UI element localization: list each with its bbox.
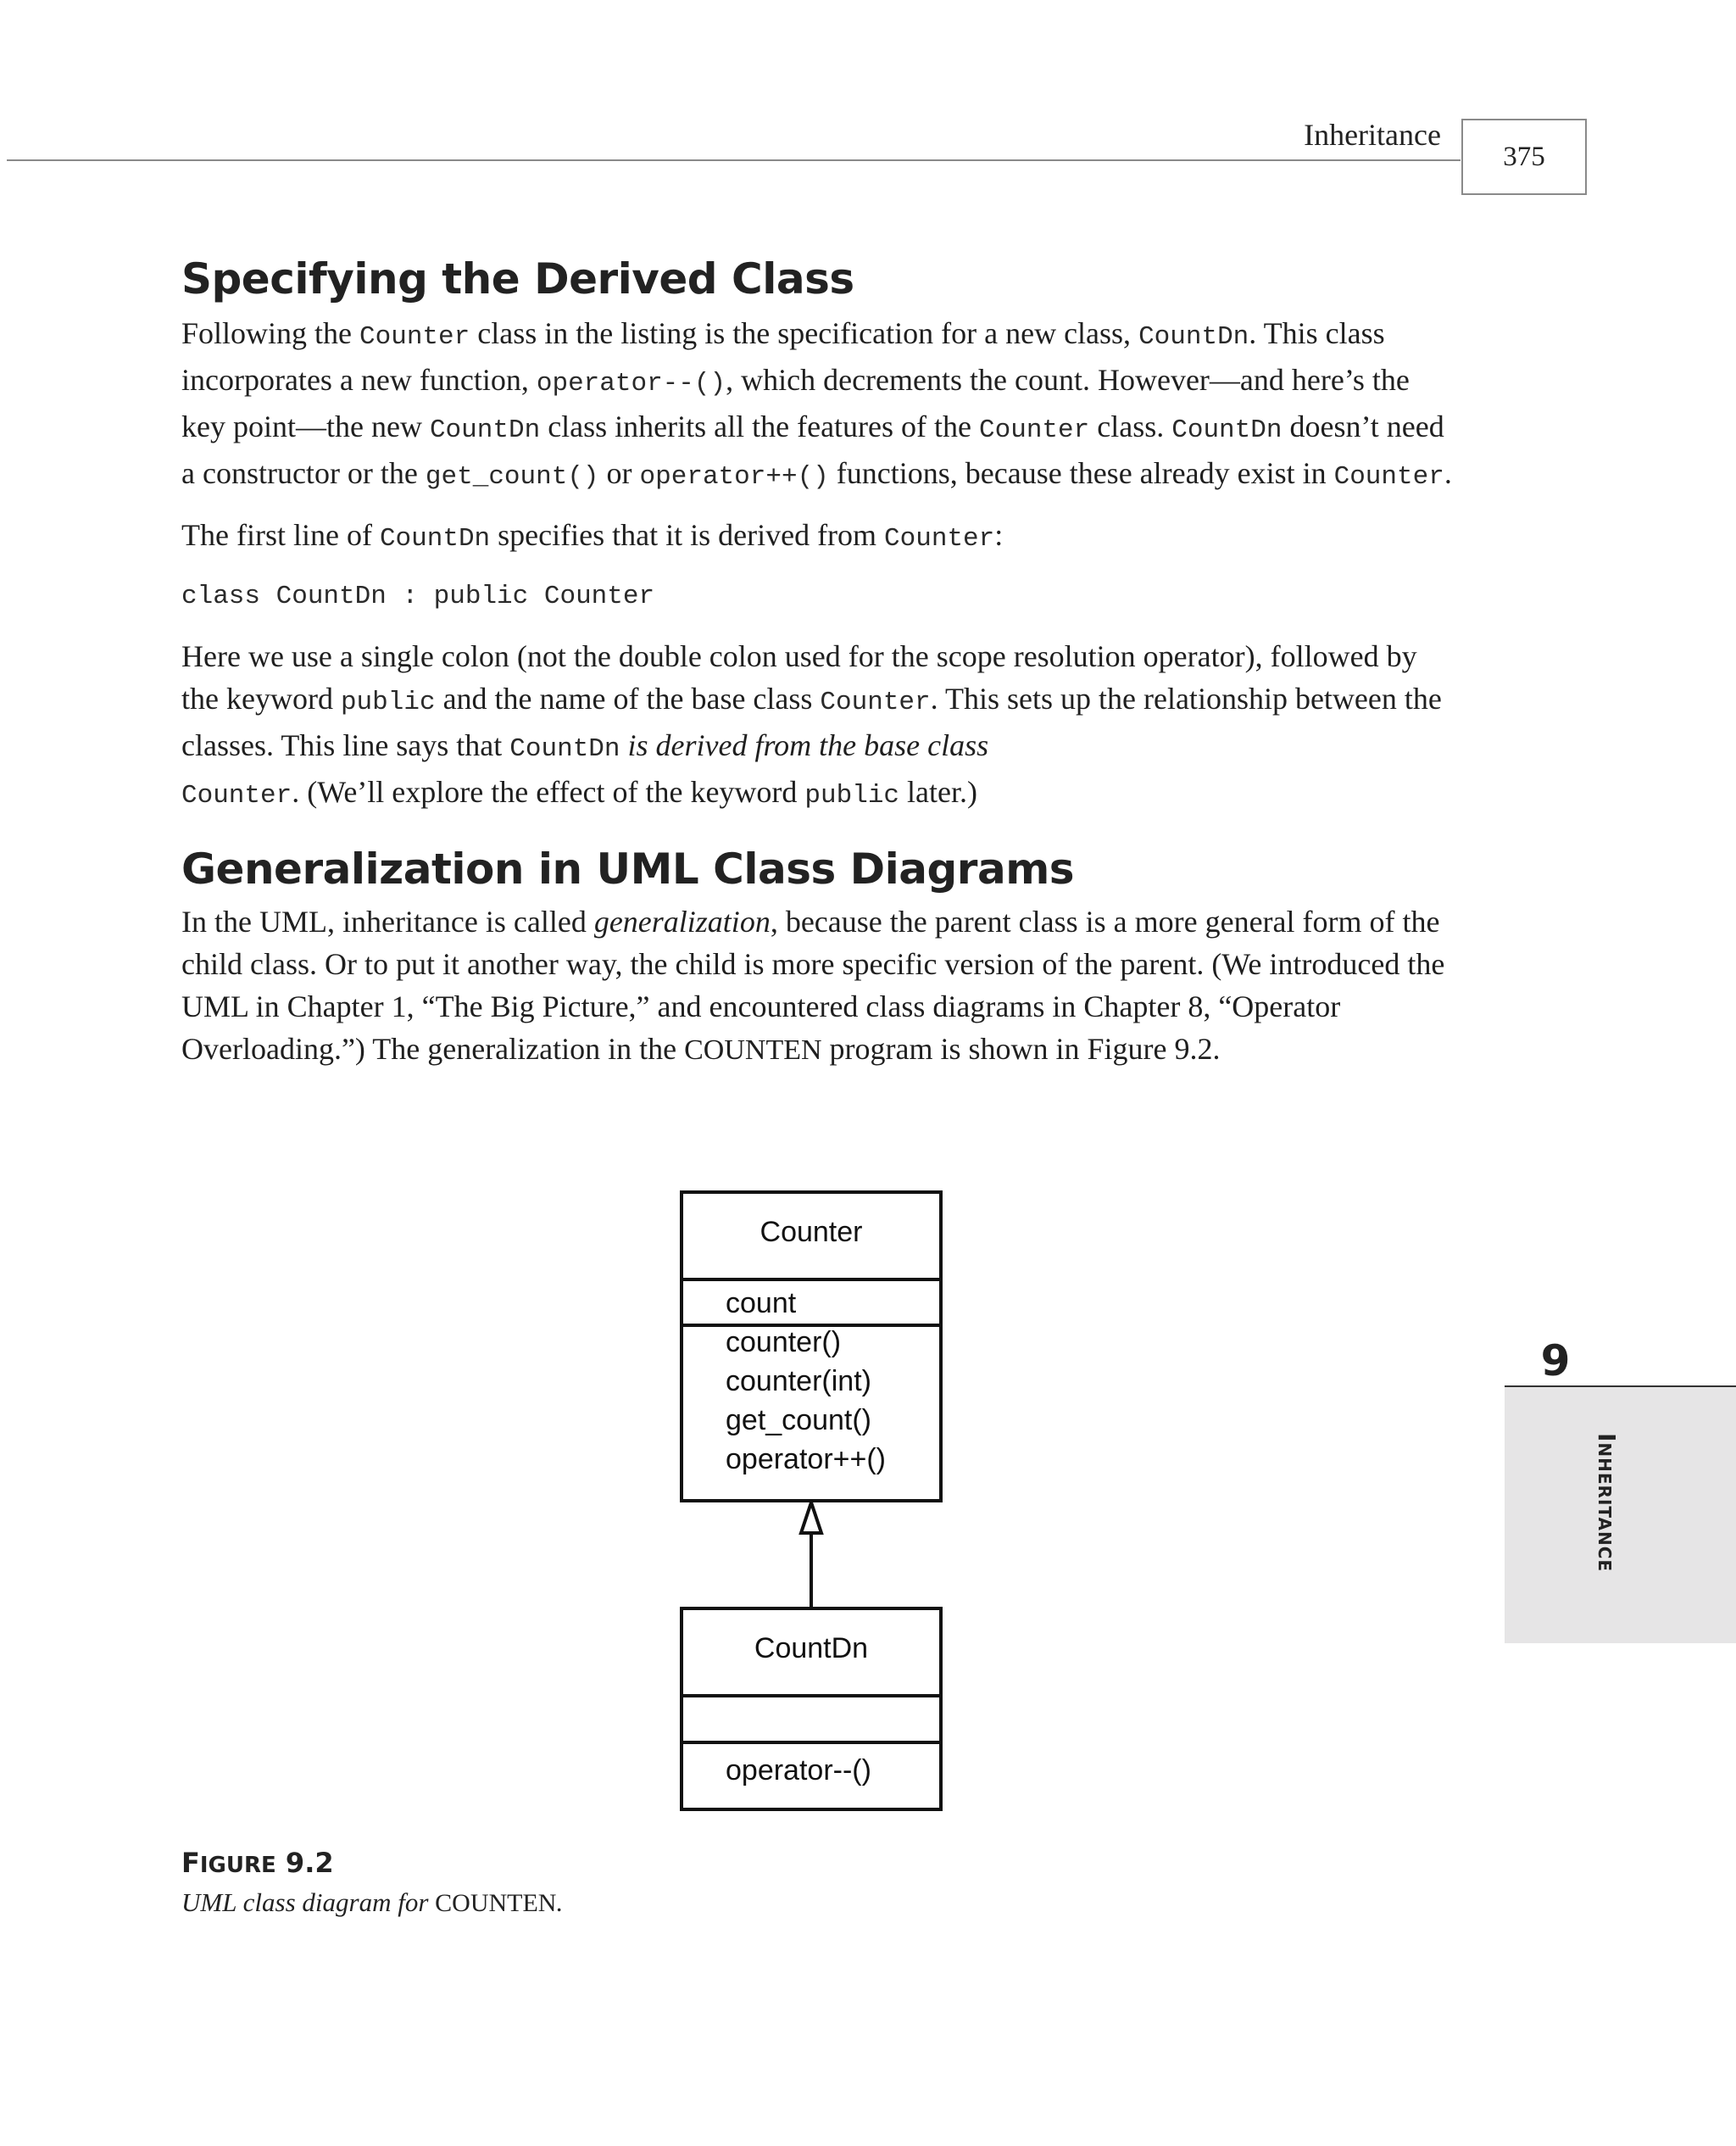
- code-counter: Counter: [979, 415, 1090, 445]
- program-name-counten: COUNTEN: [684, 1034, 822, 1066]
- paragraph-first-line: The first line of CountDn specifies that it is derived from Counter:: [181, 518, 1004, 554]
- code-get-count: get_count(): [425, 462, 599, 492]
- chapter-tab-label: Inheritance: [1593, 1433, 1621, 1573]
- code-counter: Counter: [1333, 462, 1444, 492]
- page-number: 375: [1461, 119, 1587, 195]
- uml-operation: operator++(): [726, 1443, 886, 1475]
- generalization-arrowhead: [790, 1501, 832, 1535]
- paragraph-single-colon: Here we use a single colon (not the double colon used for the scope resolution operator), followed by the keyword public and the name of the base class Counter. This sets up the relationship between the classes. This line says that CountDn is derived from the base class Counter. (We’ll explore the effect of the keyword public later.): [181, 639, 1442, 811]
- code-countdn: CountDn: [379, 524, 491, 554]
- emphasis-derived-from: is derived from the base class: [620, 728, 989, 762]
- code-counter: Counter: [884, 524, 995, 554]
- uml-separator: [683, 1741, 939, 1744]
- uml-class-counter: [680, 1190, 943, 1502]
- paragraph-generalization: In the UML, inheritance is called generalization, because the parent class is a more general form of the child class. Or to put it another way, the child is more specific version of the parent. (We introduced the UML in Chapter 1, “The Big Picture,” and encountered class diagrams in Chapter 8, “Operator Overloading.”) The generalization in the COUNTEN program is shown in Figure 9.2.: [181, 905, 1445, 1066]
- uml-separator: [683, 1694, 939, 1697]
- figure-label: FIGURE 9.2: [181, 1847, 334, 1879]
- uml-operation: get_count(): [726, 1404, 871, 1436]
- chapter-tab-number: 9: [1540, 1336, 1571, 1385]
- uml-attribute: count: [726, 1287, 797, 1319]
- uml-class-countdn: [680, 1607, 943, 1811]
- figure-caption-text: UML class diagram for COUNTEN.: [181, 1887, 564, 1917]
- paragraph-derived-class-intro: Following the Counter class in the listing is the specification for a new class, CountDn. This class incorporates a new function, operator--(), which decrements the count. However—and here’s the key point—the new CountDn class inherits all the features of the Counter class. CountDn doesn’t need a constructor or the get_count() or operator++() functions, because these already exist in Counter.: [181, 316, 1452, 492]
- uml-class-name: Counter: [760, 1216, 863, 1248]
- code-public: public: [340, 688, 436, 717]
- section-heading-generalization: Generalization in UML Class Diagrams: [181, 844, 1075, 894]
- code-countdn: CountDn: [1171, 415, 1283, 445]
- code-public: public: [804, 781, 900, 811]
- uml-operation: counter(int): [726, 1365, 871, 1397]
- code-operator-increment: operator++(): [639, 462, 829, 492]
- generalization-line: [810, 1531, 813, 1608]
- code-countdn: CountDn: [429, 415, 541, 445]
- program-name-counten: COUNTEN: [435, 1889, 557, 1917]
- code-counter: Counter: [181, 781, 292, 811]
- code-countdn: CountDn: [1138, 322, 1249, 352]
- code-operator-decrement: operator--(): [536, 369, 726, 399]
- uml-operation: operator--(): [726, 1754, 871, 1786]
- code-counter: Counter: [820, 688, 931, 717]
- figure-caption: [181, 1847, 563, 1918]
- uml-separator: [683, 1278, 939, 1281]
- code-counter: Counter: [359, 322, 470, 352]
- code-listing-line: class CountDn : public Counter: [181, 582, 655, 611]
- main-text-column: [181, 254, 1453, 1087]
- uml-class-name: CountDn: [754, 1632, 869, 1664]
- section-heading-derived-class: Specifying the Derived Class: [181, 254, 854, 304]
- code-countdn: CountDn: [509, 734, 620, 764]
- header-rule: [7, 159, 1461, 161]
- uml-operation: counter(): [726, 1326, 842, 1358]
- uml-class-diagram: [680, 1190, 943, 1811]
- running-header-title: Inheritance: [1304, 118, 1441, 152]
- emphasis-generalization: generalization: [593, 905, 771, 939]
